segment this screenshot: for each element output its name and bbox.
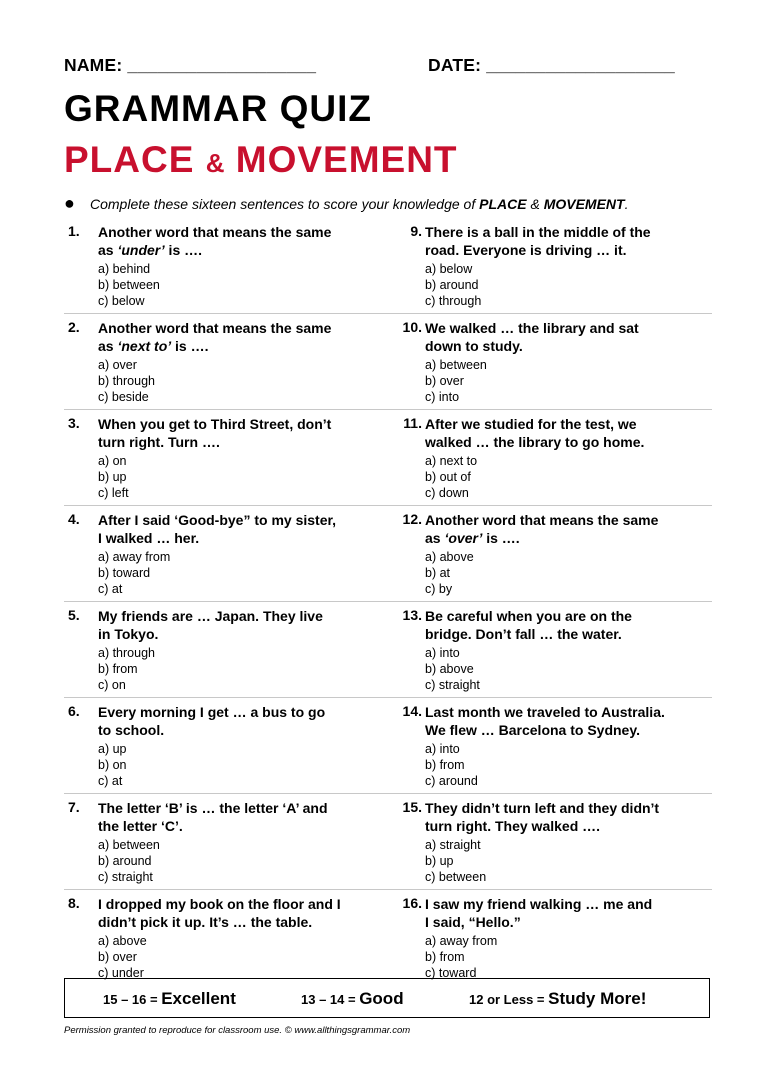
option-a: a) straight — [425, 838, 481, 852]
question-stem — [425, 703, 708, 739]
question-item — [64, 415, 364, 501]
option-a: a) behind — [98, 262, 151, 276]
stem-text: is …. — [482, 530, 520, 546]
option-c: c) left — [98, 486, 129, 500]
question-item — [64, 223, 364, 309]
stem-text: road. Everyone is driving … it. — [425, 242, 627, 258]
question-stem — [98, 415, 364, 451]
question-item — [388, 607, 708, 693]
answer-options — [425, 357, 708, 405]
stem-text: to school. — [98, 722, 165, 738]
question-stem — [425, 895, 708, 931]
option-b: b) at — [425, 566, 451, 580]
question-stem-line — [425, 529, 708, 547]
option-b: b) from — [425, 950, 465, 964]
question-number: 15. — [402, 799, 422, 815]
answer-options — [425, 933, 708, 981]
question-stem-line — [98, 529, 364, 547]
score-key-box — [64, 978, 710, 1018]
option-b: b) from — [98, 662, 138, 676]
score-label: Excellent — [161, 989, 236, 1008]
option-c: c) by — [425, 582, 453, 596]
question-stem-line — [425, 721, 708, 739]
question-item — [388, 703, 708, 789]
answer-options — [98, 549, 364, 597]
bullet-icon: ● — [64, 193, 75, 213]
answer-options — [425, 453, 708, 501]
question-stem — [425, 607, 708, 643]
score-range: 15 – 16 = — [103, 992, 162, 1007]
question-item — [388, 415, 708, 501]
question-item — [64, 511, 364, 597]
question-stem-line: I dropped my book on the floor and I — [98, 896, 341, 912]
question-item — [64, 607, 364, 693]
stem-italic-word: ‘next to’ — [117, 338, 172, 354]
option-c: c) straight — [425, 678, 480, 692]
question-item — [388, 319, 708, 405]
question-stem-line: Another word that means the same — [425, 512, 659, 528]
question-stem-line — [425, 241, 708, 259]
option-b: b) between — [98, 278, 160, 292]
subtitle-word-place: PLACE — [64, 139, 195, 180]
question-stem-line — [98, 241, 364, 259]
instructions-bold-place: PLACE — [479, 196, 527, 212]
question-item — [388, 895, 708, 981]
stem-italic-word: ‘over’ — [444, 530, 483, 546]
question-number: 14. — [402, 703, 422, 719]
option-b: b) up — [98, 470, 127, 484]
question-row — [64, 218, 712, 313]
option-c: c) between — [425, 870, 487, 884]
question-number: 2. — [68, 319, 80, 335]
option-a: a) next to — [425, 454, 478, 468]
question-item — [64, 703, 364, 789]
stem-text: down to study. — [425, 338, 523, 354]
question-number: 5. — [68, 607, 80, 623]
stem-text: as — [98, 242, 118, 258]
question-number: 4. — [68, 511, 80, 527]
question-stem — [425, 223, 708, 259]
stem-text: turn right. Turn …. — [98, 434, 220, 450]
question-grid — [64, 218, 712, 985]
name-field-label: NAME: ___________________ — [64, 55, 317, 75]
question-number: 9. — [410, 223, 422, 239]
option-b: b) on — [98, 758, 127, 772]
question-stem — [98, 511, 364, 547]
stem-text: as — [425, 530, 445, 546]
option-a: a) into — [425, 742, 460, 756]
question-row — [64, 697, 712, 793]
option-c: c) at — [98, 774, 123, 788]
instructions-text: Complete these sixteen sentences to score your knowledge of — [90, 196, 480, 212]
option-a: a) above — [98, 934, 147, 948]
question-row — [64, 313, 712, 409]
question-stem-line: There is a ball in the middle of the — [425, 224, 651, 240]
question-item — [388, 511, 708, 597]
stem-text: We flew … Barcelona to Sydney. — [425, 722, 640, 738]
option-b: b) out of — [425, 470, 471, 484]
score-range: 12 or Less = — [469, 992, 549, 1007]
question-item — [388, 223, 708, 309]
option-a: a) above — [425, 550, 474, 564]
option-c: c) on — [98, 678, 126, 692]
option-c: c) toward — [425, 966, 477, 980]
option-b: b) around — [425, 278, 479, 292]
subtitle-word-movement: MOVEMENT — [235, 139, 458, 180]
option-b: b) over — [425, 374, 464, 388]
option-b: b) from — [425, 758, 465, 772]
question-stem-line: Every morning I get … a bus to go — [98, 704, 326, 720]
stem-text: I walked … her. — [98, 530, 200, 546]
question-stem-line: We walked … the library and sat — [425, 320, 639, 336]
question-row — [64, 601, 712, 697]
instructions-period: . — [624, 196, 629, 212]
answer-options — [425, 645, 708, 693]
question-number: 10. — [402, 319, 422, 335]
permission-notice: Permission granted to reproduce for classroom use. © www.allthingsgrammar.com — [64, 1025, 411, 1036]
question-stem-line: Last month we traveled to Australia. — [425, 704, 665, 720]
question-stem-line: When you get to Third Street, don’t — [98, 416, 332, 432]
question-number: 8. — [68, 895, 80, 911]
question-number: 1. — [68, 223, 80, 239]
option-c: c) under — [98, 966, 144, 980]
option-c: c) beside — [98, 390, 149, 404]
stem-text: bridge. Don’t fall … the water. — [425, 626, 622, 642]
question-stem-line: Be careful when you are on the — [425, 608, 632, 624]
question-item — [64, 799, 364, 885]
stem-text: turn right. They walked …. — [425, 818, 601, 834]
question-stem-line — [98, 721, 364, 739]
question-stem-line: After we studied for the test, we — [425, 416, 637, 432]
answer-options — [425, 549, 708, 597]
question-stem-line: They didn’t turn left and they didn’t — [425, 800, 660, 816]
option-a: a) on — [98, 454, 127, 468]
score-range: 13 – 14 = — [301, 992, 360, 1007]
score-excellent — [103, 989, 236, 1009]
option-a: a) below — [425, 262, 473, 276]
option-c: c) below — [98, 294, 145, 308]
quiz-subtitle — [64, 139, 458, 181]
option-b: b) up — [425, 854, 454, 868]
question-stem-line: The letter ‘B’ is … the letter ‘A’ and — [98, 800, 328, 816]
question-stem-line: Another word that means the same — [98, 320, 332, 336]
question-stem — [98, 607, 364, 643]
answer-options — [98, 357, 364, 405]
stem-text: didn’t pick it up. It’s … the table. — [98, 914, 313, 930]
question-row — [64, 889, 712, 985]
question-stem-line — [425, 913, 708, 931]
question-stem — [425, 799, 708, 835]
option-b: b) above — [425, 662, 474, 676]
question-stem — [425, 511, 708, 547]
question-item — [388, 799, 708, 885]
question-number: 13. — [402, 607, 422, 623]
stem-italic-word: ‘under’ — [117, 242, 165, 258]
question-stem-line: I saw my friend walking … me and — [425, 896, 653, 912]
option-a: a) through — [98, 646, 155, 660]
question-stem — [98, 703, 364, 739]
option-c: c) through — [425, 294, 482, 308]
answer-options — [425, 261, 708, 309]
question-number: 6. — [68, 703, 80, 719]
score-good — [301, 989, 404, 1009]
answer-options — [425, 837, 708, 885]
score-label: Study More! — [548, 989, 647, 1008]
question-row — [64, 793, 712, 889]
answer-options — [98, 453, 364, 501]
stem-text: walked … the library to go home. — [425, 434, 645, 450]
score-label: Good — [359, 989, 404, 1008]
question-number: 7. — [68, 799, 80, 815]
question-stem — [98, 319, 364, 355]
question-stem-line: After I said ‘Good-bye” to my sister, — [98, 512, 337, 528]
option-a: a) away from — [98, 550, 171, 564]
option-a: a) into — [425, 646, 460, 660]
answer-options — [98, 645, 364, 693]
instructions — [64, 193, 629, 213]
question-stem-line — [98, 625, 364, 643]
question-stem — [425, 319, 708, 355]
instructions-amp: & — [526, 196, 544, 212]
question-stem-line — [425, 337, 708, 355]
answer-options — [425, 741, 708, 789]
question-stem-line: My friends are … Japan. They live — [98, 608, 323, 624]
question-row — [64, 409, 712, 505]
option-b: b) toward — [98, 566, 151, 580]
option-a: a) between — [98, 838, 160, 852]
question-stem — [98, 799, 364, 835]
question-stem-line — [425, 625, 708, 643]
stem-text: in Tokyo. — [98, 626, 159, 642]
stem-text: is …. — [164, 242, 203, 258]
question-stem-line — [98, 433, 364, 451]
option-c: c) around — [425, 774, 478, 788]
quiz-title: GRAMMAR QUIZ — [64, 88, 372, 129]
question-number: 12. — [402, 511, 422, 527]
question-stem-line: Another word that means the same — [98, 224, 332, 240]
stem-text: the letter ‘C’. — [98, 818, 183, 834]
question-stem — [98, 223, 364, 259]
answer-options — [98, 741, 364, 789]
option-c: c) straight — [98, 870, 153, 884]
answer-options — [98, 837, 364, 885]
question-stem — [425, 415, 708, 451]
stem-text: is …. — [171, 338, 209, 354]
stem-text: as — [98, 338, 118, 354]
question-stem-line — [98, 817, 364, 835]
question-stem — [98, 895, 364, 931]
subtitle-ampersand: & — [205, 148, 225, 178]
question-number: 3. — [68, 415, 80, 431]
option-b: b) around — [98, 854, 152, 868]
stem-text: I said, “Hello.” — [425, 914, 521, 930]
option-c: c) at — [98, 582, 123, 596]
question-item — [64, 895, 364, 981]
date-field-label: DATE: ___________________ — [428, 55, 675, 75]
option-b: b) through — [98, 374, 155, 388]
answer-options — [98, 261, 364, 309]
question-stem-line — [98, 913, 364, 931]
question-stem-line — [425, 433, 708, 451]
option-c: c) down — [425, 486, 469, 500]
score-study-more — [469, 989, 646, 1009]
question-item — [64, 319, 364, 405]
option-a: a) up — [98, 742, 127, 756]
option-b: b) over — [98, 950, 137, 964]
option-c: c) into — [425, 390, 460, 404]
question-stem-line — [98, 337, 364, 355]
question-number: 16. — [402, 895, 422, 911]
instructions-bold-movement: MOVEMENT — [543, 196, 625, 212]
option-a: a) over — [98, 358, 137, 372]
question-row — [64, 505, 712, 601]
question-stem-line — [425, 817, 708, 835]
option-a: a) between — [425, 358, 487, 372]
answer-options — [98, 933, 364, 981]
option-a: a) away from — [425, 934, 498, 948]
question-number: 11. — [403, 415, 422, 431]
